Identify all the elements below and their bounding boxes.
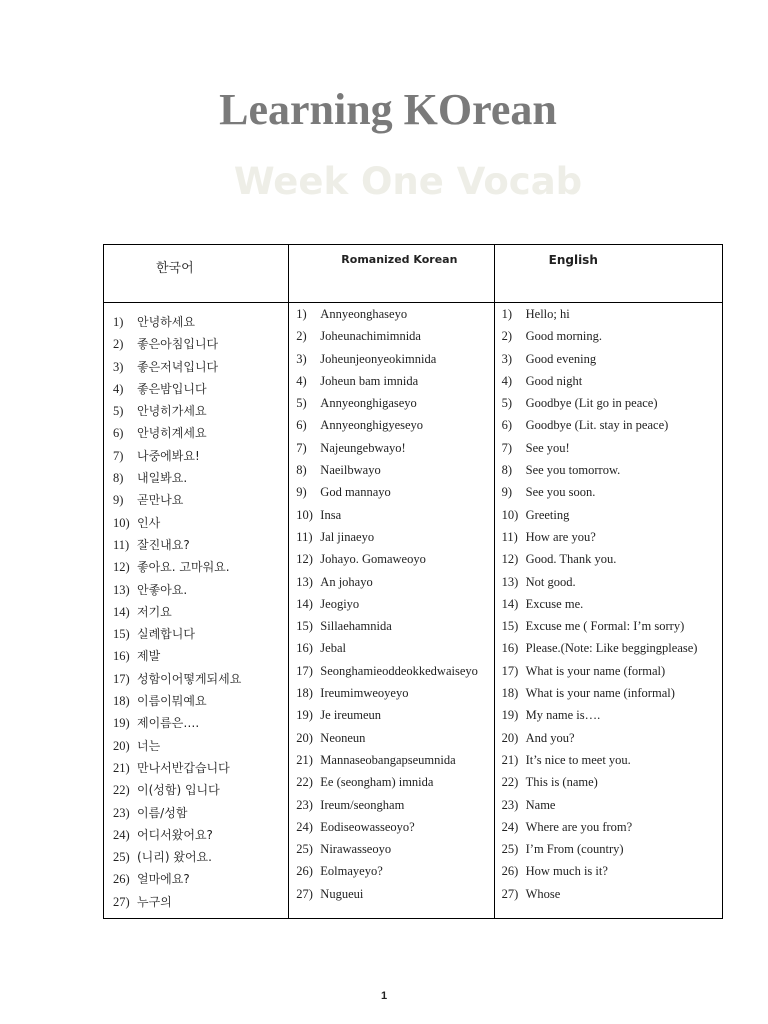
romanized-list xyxy=(289,303,493,906)
romanized-column xyxy=(289,303,494,919)
item-number: 2) xyxy=(501,329,513,344)
romanized-item xyxy=(296,326,493,348)
romanized-text: Ireumimweoyeyo xyxy=(320,686,409,701)
romanized-item xyxy=(296,304,493,326)
header-english: English xyxy=(494,245,722,303)
english-text: Goodbye (Lit go in peace) xyxy=(525,396,658,411)
english-item xyxy=(502,349,722,371)
korean-text: 좋은밤입니다 xyxy=(137,381,207,396)
romanized-item xyxy=(296,638,493,660)
item-number: 3) xyxy=(296,351,307,366)
romanized-text: Seonghamieoddeokkedwaiseyo xyxy=(320,663,478,678)
english-text: Name xyxy=(525,797,556,812)
english-text: My name is…. xyxy=(525,708,601,723)
korean-item xyxy=(113,846,288,868)
romanized-item xyxy=(296,505,493,527)
english-item xyxy=(502,438,722,460)
romanized-text: An johayo xyxy=(320,574,373,589)
header-korean: 한국어 xyxy=(104,245,289,303)
item-number: 17) xyxy=(113,671,130,686)
korean-item xyxy=(113,579,288,601)
item-number: 16) xyxy=(501,641,519,656)
item-number: 25) xyxy=(296,842,313,857)
item-number: 6) xyxy=(113,426,124,441)
english-item xyxy=(502,326,722,348)
item-number: 26) xyxy=(113,872,130,887)
korean-text: 이(성함) 입니다 xyxy=(137,783,220,798)
romanized-item xyxy=(296,772,493,794)
item-number: 1) xyxy=(113,315,124,329)
romanized-item xyxy=(296,549,493,571)
english-item xyxy=(502,527,722,549)
romanized-text: Ee (seongham) imnida xyxy=(320,775,434,790)
romanized-text: Jal jinaeyo xyxy=(320,529,375,544)
english-text: See you tomorrow. xyxy=(525,463,621,478)
english-text: Greeting xyxy=(525,507,570,522)
korean-item xyxy=(113,333,288,355)
english-item xyxy=(502,594,722,616)
romanized-item xyxy=(296,861,493,883)
english-text: Good night xyxy=(525,373,583,388)
english-item xyxy=(502,572,722,594)
korean-text: 제발 xyxy=(137,649,161,664)
table-body-row xyxy=(104,303,723,919)
item-number: 23) xyxy=(113,805,130,820)
korean-text: 성함이어떻게되세요 xyxy=(137,671,242,686)
item-number: 8) xyxy=(501,463,513,478)
item-number: 5) xyxy=(113,404,124,419)
romanized-text: Najeungebwayo! xyxy=(320,440,406,455)
english-list xyxy=(495,303,722,906)
korean-text: 얼마에요? xyxy=(137,872,190,887)
korean-text: 좋은아침입니다 xyxy=(137,337,219,352)
item-number: 9) xyxy=(501,485,513,500)
item-number: 2) xyxy=(113,337,124,352)
korean-text: 인사 xyxy=(137,515,161,530)
item-number: 4) xyxy=(501,373,513,388)
item-number: 16) xyxy=(113,649,130,664)
english-item xyxy=(502,839,722,861)
english-text: How much is it? xyxy=(525,864,608,879)
item-number: 15) xyxy=(501,619,519,634)
korean-text: 만나서반갑습니다 xyxy=(137,760,230,775)
item-number: 12) xyxy=(296,552,313,567)
item-number: 26) xyxy=(501,864,519,879)
item-number: 25) xyxy=(113,850,130,865)
korean-text: 누구의 xyxy=(137,894,172,909)
item-number: 21) xyxy=(501,752,519,767)
romanized-text: Sillaehamnida xyxy=(320,619,392,634)
item-number: 4) xyxy=(296,373,307,388)
item-number: 18) xyxy=(296,686,313,701)
korean-item xyxy=(113,467,288,489)
item-number: 19) xyxy=(296,708,313,723)
table-header-row xyxy=(104,245,723,303)
korean-item xyxy=(113,668,288,690)
item-number: 27) xyxy=(501,886,519,901)
korean-text: 좋아요. 고마워요. xyxy=(137,560,230,575)
romanized-item xyxy=(296,661,493,683)
item-number: 18) xyxy=(501,686,519,701)
page-number: 1 xyxy=(380,990,388,1002)
english-item xyxy=(502,415,722,437)
romanized-text: Joheunjeonyeokimnida xyxy=(320,351,437,366)
korean-text: 저기요 xyxy=(137,604,172,619)
item-number: 3) xyxy=(113,359,124,374)
item-number: 1) xyxy=(501,307,513,321)
korean-item xyxy=(113,601,288,623)
korean-item xyxy=(113,534,288,556)
korean-text: 안녕하세요 xyxy=(137,315,195,329)
korean-text: 이름/성함 xyxy=(137,805,188,820)
item-number: 19) xyxy=(113,716,130,731)
romanized-item xyxy=(296,839,493,861)
romanized-item xyxy=(296,482,493,504)
korean-text: 실례합니다 xyxy=(137,627,195,642)
english-text: What is your name (informal) xyxy=(525,686,675,701)
korean-item xyxy=(113,311,288,333)
item-number: 5) xyxy=(296,396,307,411)
romanized-item xyxy=(296,371,493,393)
english-text: See you soon. xyxy=(525,485,596,500)
item-number: 13) xyxy=(501,574,519,589)
romanized-item xyxy=(296,527,493,549)
english-column xyxy=(494,303,722,919)
korean-item xyxy=(113,512,288,534)
english-item xyxy=(502,817,722,839)
romanized-item xyxy=(296,683,493,705)
item-number: 23) xyxy=(296,797,313,812)
romanized-item xyxy=(296,349,493,371)
romanized-item xyxy=(296,884,493,906)
item-number: 11) xyxy=(501,529,518,544)
korean-item xyxy=(113,378,288,400)
romanized-item xyxy=(296,594,493,616)
item-number: 9) xyxy=(296,485,307,500)
romanized-item xyxy=(296,438,493,460)
korean-item xyxy=(113,712,288,734)
korean-item xyxy=(113,445,288,467)
romanized-item xyxy=(296,705,493,727)
english-text: Good evening xyxy=(525,351,597,366)
romanized-text: Nirawasseoyo xyxy=(320,842,392,857)
item-number: 13) xyxy=(296,574,313,589)
item-number: 20) xyxy=(113,738,130,753)
romanized-text: Joheun bam imnida xyxy=(320,373,419,388)
romanized-text: Eodiseowasseoyo? xyxy=(320,819,415,834)
item-number: 13) xyxy=(113,582,130,597)
korean-text: (니리) 왔어요. xyxy=(137,850,212,865)
item-number: 27) xyxy=(113,894,130,909)
korean-text: 너는 xyxy=(137,738,161,753)
romanized-text: Naeilbwayo xyxy=(320,463,381,478)
item-number: 20) xyxy=(501,730,519,745)
romanized-text: Neoneun xyxy=(320,730,366,745)
item-number: 15) xyxy=(296,619,313,634)
item-number: 15) xyxy=(113,627,130,642)
english-item xyxy=(502,549,722,571)
item-number: 24) xyxy=(501,819,519,834)
romanized-text: Jebal xyxy=(320,641,346,656)
english-text: Please.(Note: Like beggingplease) xyxy=(525,641,698,656)
english-item xyxy=(502,861,722,883)
item-number: 7) xyxy=(296,440,307,455)
korean-item xyxy=(113,735,288,757)
romanized-text: Insa xyxy=(320,507,342,522)
romanized-item xyxy=(296,750,493,772)
item-number: 14) xyxy=(296,596,313,611)
korean-text: 내일봐요. xyxy=(137,471,188,486)
item-number: 7) xyxy=(113,448,124,463)
romanized-text: Nugueui xyxy=(320,886,364,901)
korean-text: 안녕히가세요 xyxy=(137,404,207,419)
item-number: 14) xyxy=(501,596,519,611)
item-number: 25) xyxy=(501,842,519,857)
item-number: 4) xyxy=(113,381,124,396)
item-number: 20) xyxy=(296,730,313,745)
english-item xyxy=(502,661,722,683)
english-text: Good. Thank you. xyxy=(525,552,617,567)
english-item xyxy=(502,304,722,326)
korean-text: 나중에봐요! xyxy=(137,448,200,463)
item-number: 23) xyxy=(501,797,519,812)
item-number: 26) xyxy=(296,864,313,879)
romanized-text: Je ireumeun xyxy=(320,708,382,723)
english-item xyxy=(502,393,722,415)
korean-text: 잘진내요? xyxy=(137,537,190,552)
item-number: 24) xyxy=(296,819,313,834)
korean-item xyxy=(113,556,288,578)
document-subtitle: Week One Vocab xyxy=(233,160,583,203)
item-number: 8) xyxy=(113,471,124,486)
korean-column xyxy=(104,303,289,919)
item-number: 6) xyxy=(501,418,513,433)
english-text: Good morning. xyxy=(525,329,603,344)
romanized-item xyxy=(296,616,493,638)
item-number: 22) xyxy=(113,783,130,798)
english-text: How are you? xyxy=(525,529,596,544)
english-item xyxy=(502,795,722,817)
korean-text: 어디서왔어요? xyxy=(137,827,213,842)
item-number: 10) xyxy=(296,507,313,522)
korean-item xyxy=(113,757,288,779)
english-item xyxy=(502,505,722,527)
english-text: Whose xyxy=(525,886,561,901)
english-item xyxy=(502,638,722,660)
korean-list xyxy=(104,303,288,913)
header-romanized: Romanized Korean xyxy=(289,245,494,303)
romanized-item xyxy=(296,460,493,482)
item-number: 14) xyxy=(113,604,130,619)
english-text: And you? xyxy=(525,730,575,745)
korean-text: 곧만나요 xyxy=(137,493,184,508)
english-item xyxy=(502,371,722,393)
item-number: 11) xyxy=(296,529,313,544)
english-text: What is your name (formal) xyxy=(525,663,666,678)
korean-item xyxy=(113,422,288,444)
romanized-item xyxy=(296,728,493,750)
english-item xyxy=(502,772,722,794)
korean-item xyxy=(113,868,288,890)
romanized-text: God mannayo xyxy=(320,485,391,500)
english-item xyxy=(502,750,722,772)
english-text: It’s nice to meet you. xyxy=(525,752,631,767)
item-number: 1) xyxy=(296,307,307,321)
english-item xyxy=(502,482,722,504)
romanized-text: Annyeonghigyeseyo xyxy=(320,418,424,433)
romanized-text: Annyeonghigaseyo xyxy=(320,396,417,411)
item-number: 16) xyxy=(296,641,313,656)
english-item xyxy=(502,683,722,705)
item-number: 21) xyxy=(296,752,313,767)
english-text: See you! xyxy=(525,440,570,455)
item-number: 2) xyxy=(296,329,307,344)
english-item xyxy=(502,460,722,482)
korean-text: 안좋아요. xyxy=(137,582,188,597)
romanized-text: Annyeonghaseyo xyxy=(320,307,408,321)
english-text: Hello; hi xyxy=(525,307,570,321)
item-number: 24) xyxy=(113,827,130,842)
korean-item xyxy=(113,489,288,511)
korean-item xyxy=(113,891,288,913)
english-text: I’m From (country) xyxy=(525,842,624,857)
romanized-text: Jeogiyo xyxy=(320,596,360,611)
korean-text: 안녕히계세요 xyxy=(137,426,207,441)
item-number: 12) xyxy=(113,560,130,575)
korean-item xyxy=(113,690,288,712)
item-number: 22) xyxy=(296,775,313,790)
korean-item xyxy=(113,645,288,667)
item-number: 11) xyxy=(113,537,130,552)
romanized-text: Mannaseobangapseumnida xyxy=(320,752,456,767)
item-number: 10) xyxy=(501,507,519,522)
romanized-item xyxy=(296,572,493,594)
english-item xyxy=(502,616,722,638)
vocab-table xyxy=(103,244,723,919)
romanized-item xyxy=(296,393,493,415)
korean-item xyxy=(113,779,288,801)
item-number: 19) xyxy=(501,708,519,723)
english-item xyxy=(502,884,722,906)
item-number: 9) xyxy=(113,493,124,508)
korean-item xyxy=(113,824,288,846)
romanized-text: Eolmayeyo? xyxy=(320,864,383,879)
english-text: Excuse me ( Formal: I’m sorry) xyxy=(525,619,685,634)
item-number: 22) xyxy=(501,775,519,790)
english-text: This is (name) xyxy=(525,775,598,790)
korean-text: 좋은저녁입니다 xyxy=(137,359,219,374)
korean-item xyxy=(113,623,288,645)
item-number: 6) xyxy=(296,418,307,433)
romanized-text: Joheunachimimnida xyxy=(320,329,421,344)
romanized-item xyxy=(296,415,493,437)
item-number: 12) xyxy=(501,552,519,567)
romanized-item xyxy=(296,795,493,817)
english-text: Goodbye (Lit. stay in peace) xyxy=(525,418,669,433)
romanized-text: Ireum/seongham xyxy=(320,797,405,812)
english-text: Not good. xyxy=(525,574,576,589)
item-number: 18) xyxy=(113,694,130,709)
item-number: 17) xyxy=(296,663,313,678)
item-number: 3) xyxy=(501,351,513,366)
item-number: 5) xyxy=(501,396,513,411)
korean-text: 이름이뭐예요 xyxy=(137,694,207,709)
item-number: 17) xyxy=(501,663,519,678)
item-number: 21) xyxy=(113,760,130,775)
item-number: 27) xyxy=(296,886,313,901)
korean-text: 제이름은…. xyxy=(137,716,200,731)
english-text: Excuse me. xyxy=(525,596,584,611)
english-item xyxy=(502,728,722,750)
item-number: 10) xyxy=(113,515,130,530)
item-number: 7) xyxy=(501,440,513,455)
korean-item xyxy=(113,356,288,378)
romanized-item xyxy=(296,817,493,839)
korean-item xyxy=(113,802,288,824)
item-number: 8) xyxy=(296,463,307,478)
romanized-text: Johayo. Gomaweoyo xyxy=(320,552,426,567)
english-item xyxy=(502,705,722,727)
document-title: Learning KOrean xyxy=(219,85,557,134)
english-text: Where are you from? xyxy=(525,819,633,834)
korean-item xyxy=(113,400,288,422)
